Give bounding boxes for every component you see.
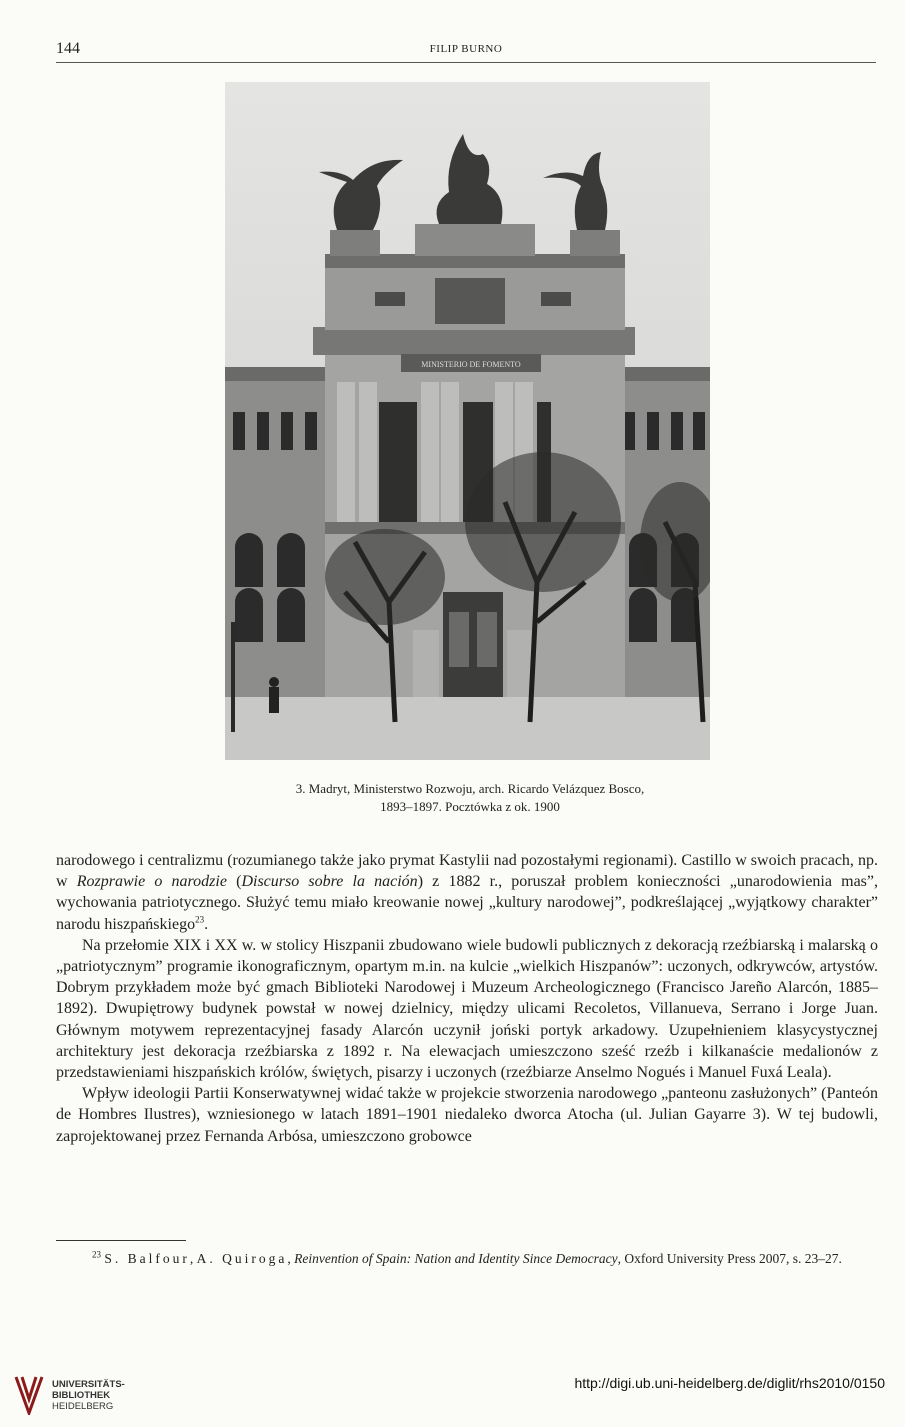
running-head: FILIP BURNO xyxy=(429,43,503,55)
caption-line-2: 1893–1897. Pocztówka z ok. 1900 xyxy=(380,799,560,814)
p1-italic-1: Rozprawie o narodzie xyxy=(76,873,227,891)
footnote-23 xyxy=(56,1250,878,1268)
figure-photo xyxy=(225,82,710,760)
library-line-2: BIBLIOTHEK xyxy=(52,1390,111,1401)
footnote-ref-23[interactable]: 23 xyxy=(195,914,205,925)
ministry-sign-text: MINISTERIO DE FOMENTO xyxy=(421,360,521,369)
paragraph-2: Na przełomie XIX i XX w. w stolicy Hiszpanii zbudowano wiele budowli publicznych z dekoracją rzeźbiarską i malarską o „patriotycznym” programie ikonograficznym, opartym m.in. na kulcie „wielkich Hiszpanów”: uczonych, odkrywców, artystów. Dobrym przykładem może być gmach Biblioteki Narodowej i Muzeum Archeologicznego (Francisco Jareño Alarcón, 1885–1892). Dwupiętrowy budynek powstał w nowej dzielnicy, między ulicami Recoletos, Villanueva, Serrano i Jorge Juan. Głównym motywem reprezentacyjnej fasady Alarcón uczynił joński portyk arkadowy. Uzupełnieniem klasycystycznej architektury jest dekoracja rzeźbiarska z 1892 r. Na elewacjach umieszczono sześć rzeźb i kilkanaście medalionów z przedstawieniami hiszpańskich królów, świętych, pisarzy i uczonych (rzeźbiarze Anselmo Nogués i Manuel Fuxá Leala). xyxy=(56,936,878,1082)
library-name xyxy=(52,1379,125,1412)
footnote-separator: , xyxy=(189,1251,197,1266)
body-text xyxy=(56,850,878,1147)
library-line-1: UNIVERSITÄTS- xyxy=(52,1379,125,1390)
footnote-number: 23 xyxy=(92,1249,101,1260)
p1-text-3: ) z 1882 r., poruszał problem konieczności „unarodowienia mas”, wychowania patriotycznego. Służyć temu miało kreowanie nowej „kultury narodowej”, podkreślającej „wyjątkowy charakter” narodu hiszpańskiego xyxy=(56,873,879,933)
footnote-comma: , xyxy=(287,1251,295,1266)
library-line-3: HEIDELBERG xyxy=(52,1401,114,1412)
footnote-title: Reinvention of Spain: Nation and Identity Since Democracy xyxy=(294,1251,618,1266)
building-photo xyxy=(225,82,710,760)
footnote-rest: , Oxford University Press 2007, s. 23–27. xyxy=(617,1251,842,1266)
p1-text-4: . xyxy=(204,915,209,933)
footnote-author-2: A. Quiroga xyxy=(196,1251,288,1266)
figure-caption xyxy=(150,780,790,816)
footnote-divider xyxy=(56,1240,186,1241)
caption-line-1: 3. Madryt, Ministerstwo Rozwoju, arch. Ricardo Velázquez Bosco, xyxy=(295,781,645,796)
p1-text-2: ( xyxy=(226,873,242,891)
paragraph-3: Wpływ ideologii Partii Konserwatywnej widać także w projekcie stworzenia narodowego „panteonu zasłużonych” (Panteón de Hombres Ilustres), wzniesionego w latach 1891–1901 niedaleko dworca Atocha (ul. Julian Gayarre 3). W tej budowli, zaprojektowanej przez Fernanda Arbósa, umieszczono grobowce xyxy=(56,1085,878,1145)
paragraph-1 xyxy=(56,850,878,935)
p1-text-1: narodowego i centralizmu (rozumianego także jako prymat Kastylii nad pozostałymi regionami). Castillo w swoich pracach, np. w xyxy=(56,852,878,891)
page-header xyxy=(56,40,876,63)
page-number: 144 xyxy=(56,40,80,57)
footnote-author-1: S. Balfour xyxy=(104,1251,190,1266)
library-logo-icon xyxy=(12,1373,46,1415)
source-url-link[interactable]: http://digi.ub.uni-heidelberg.de/diglit/rhs2010/0150 xyxy=(574,1375,885,1391)
page-footer xyxy=(0,1365,905,1427)
p1-italic-2: Discurso sobre la nación xyxy=(241,873,418,891)
